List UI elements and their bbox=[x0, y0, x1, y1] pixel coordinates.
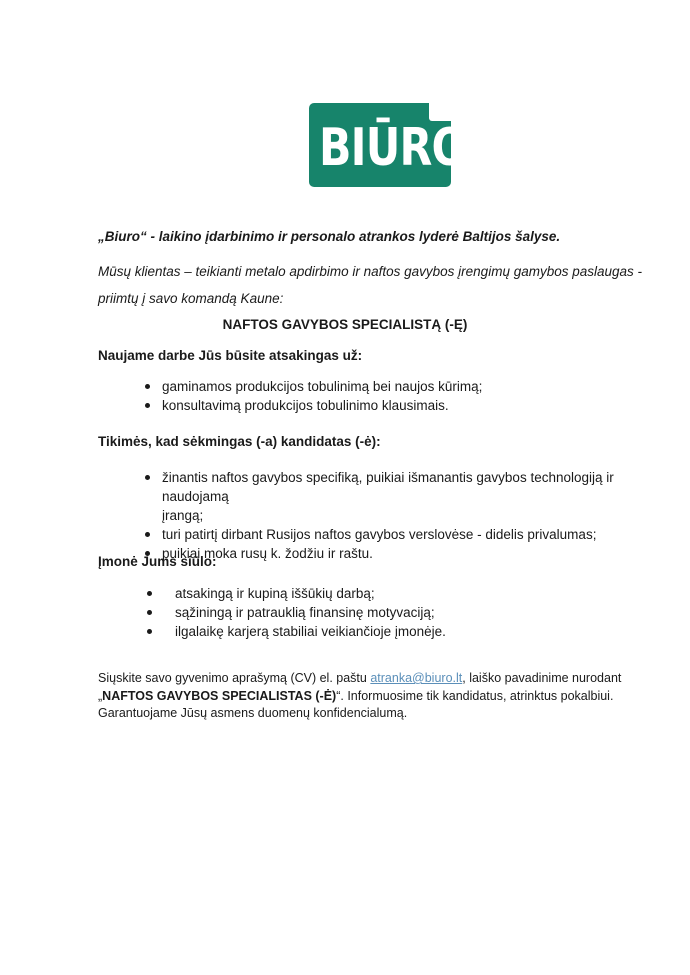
list-item: žinantis naftos gavybos specifiką, puikiai išmanantis gavybos technologiją ir naudojamą bbox=[162, 468, 662, 506]
bullet-icon bbox=[145, 475, 150, 480]
logo-background bbox=[309, 103, 467, 187]
position-title: NAFTOS GAVYBOS SPECIALISTĄ (-Ę) bbox=[222, 317, 468, 332]
list-item: gaminamos produkcijos tobulinimą bei naujos kūrimą; bbox=[162, 377, 662, 396]
bullet-icon bbox=[145, 403, 150, 408]
bullet-icon bbox=[147, 591, 152, 596]
requirements-heading: Tikimės, kad sėkmingas (-a) kandidatas (-ė): bbox=[98, 434, 381, 449]
logo-text: BIŪRO bbox=[319, 118, 467, 178]
list-item: turi patirtį dirbant Rusijos naftos gavybos verslovėse - didelis privalumas; bbox=[162, 525, 662, 544]
bullet-icon bbox=[147, 629, 152, 634]
responsibilities-heading: Naujame darbe Jūs būsite atsakingas už: bbox=[98, 348, 363, 363]
list-item: puikiai moka rusų k. žodžiu ir raštu. bbox=[162, 544, 662, 563]
offer-list bbox=[175, 584, 645, 641]
list-item: ilgalaikę karjerą stabiliai veikiančioje įmonėje. bbox=[175, 622, 645, 641]
client-description-line1: Mūsų klientas – teikianti metalo apdirbimo ir naftos gavybos įrengimų gamybos paslaugas - bbox=[98, 264, 643, 279]
company-intro: „Biuro“ - laikino įdarbinimo ir personalo atrankos lyderė Baltijos šalyse. bbox=[98, 229, 561, 244]
client-description-line2: priimtų į savo komandą Kaune: bbox=[98, 291, 284, 306]
offer-heading: Įmonė Jums siūlo: bbox=[98, 554, 217, 569]
list-item: konsultavimą produkcijos tobulinimo klausimais. bbox=[162, 396, 662, 415]
bullet-icon bbox=[145, 532, 150, 537]
responsibilities-list bbox=[162, 377, 662, 415]
bullet-icon bbox=[147, 610, 152, 615]
requirements-list bbox=[162, 468, 662, 563]
list-item-continuation: įrangą; bbox=[162, 508, 204, 523]
email-subject: NAFTOS GAVYBOS SPECIALISTAS (-Ė) bbox=[102, 688, 337, 703]
bullet-icon bbox=[145, 384, 150, 389]
application-instructions: Siųskite savo gyvenimo aprašymą (CV) el. paštu atranka@biuro.lt, laiško pavadinime nurodant „NAFTOS GAVYBOS SPECIALISTAS (-Ė)“. Informuosime tik kandidatus, atrinktus pokalbiui. Garantuojame Jūsų asmens duomenų konfidencialumą. bbox=[98, 671, 622, 720]
list-item: sąžiningą ir patrauklią finansinę motyvaciją; bbox=[175, 603, 645, 622]
list-item: atsakingą ir kupiną iššūkių darbą; bbox=[175, 584, 645, 603]
email-link[interactable]: atranka@biuro.lt bbox=[370, 671, 463, 685]
biuro-logo bbox=[309, 103, 467, 187]
